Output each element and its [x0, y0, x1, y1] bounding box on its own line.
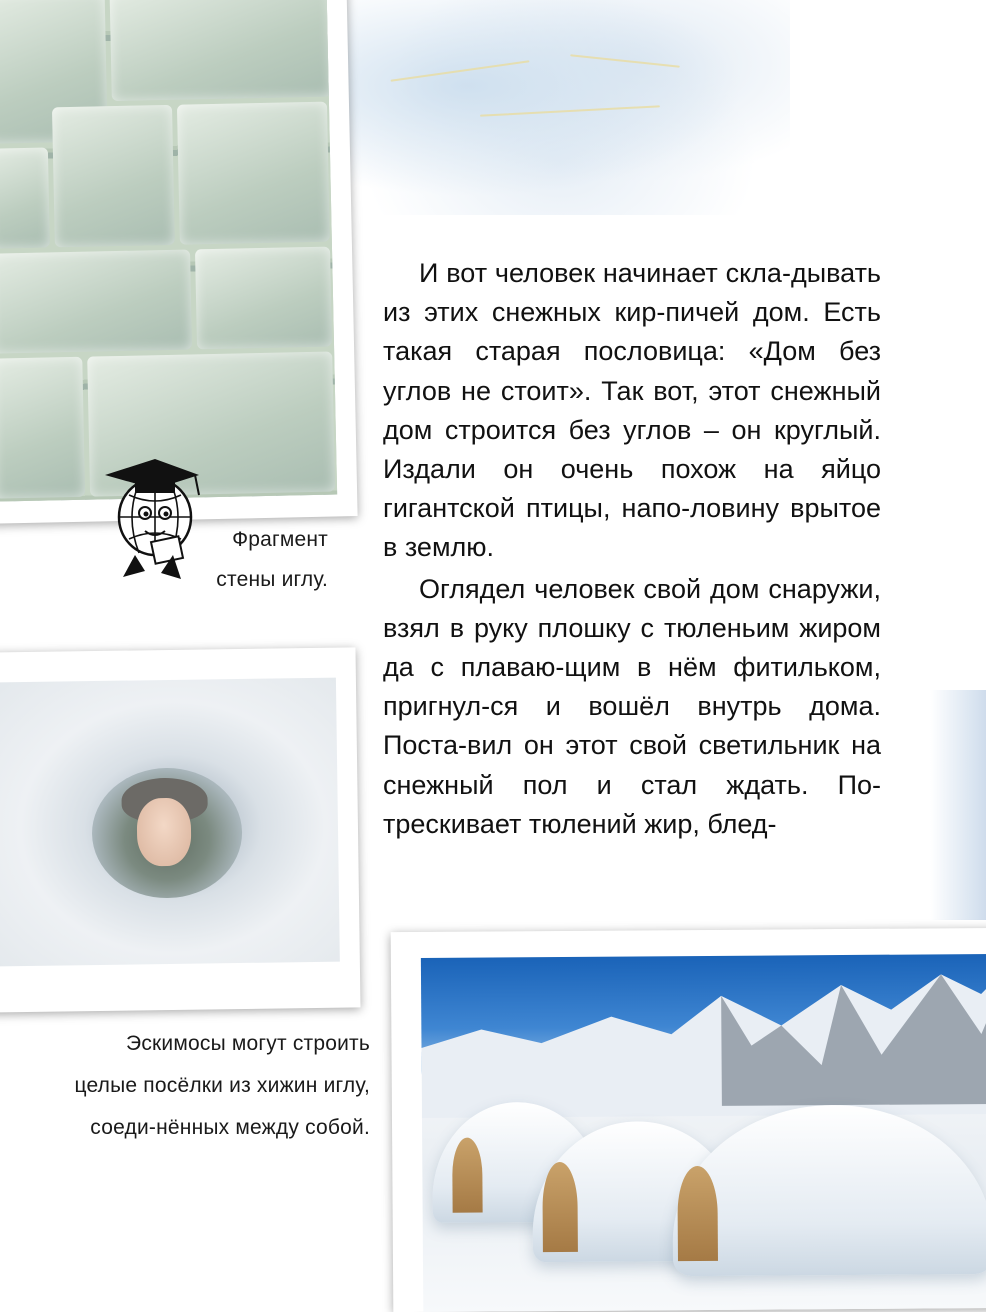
watercolor-decoration [330, 0, 790, 215]
caption-wall-fragment: Фрагмент стены иглу. [216, 528, 328, 591]
body-text [383, 254, 881, 844]
paragraph-1: И вот человек начинает скла-дывать из этих снежных кир-пичей дом. Есть такая старая пословица: «Дом без углов не стоит». Так вот, этот снежный дом строится без углов – он круглый. Издали он очень похож на яйцо гигантской птицы, напо-ловину врытое в землю. [383, 258, 881, 563]
photo-frame-igloo-village [391, 928, 986, 1312]
photo-frame-boy-in-igloo [0, 647, 360, 1012]
globe-mascot-icon [95, 455, 205, 585]
paragraph-2: Оглядел человек свой дом снаружи, взял в руку плошку с тюленьим жиром да с плаваю-щим в нём фитильком, пригнул-ся и вошёл внутрь дома. Поста-вил он этот свой светильник на снежный пол и стал ждать. По-трескивает тюлений жир, блед- [383, 573, 881, 839]
caption-igloo-villages: Эскимосы могут строить целые посёлки из хижин иглу, соеди-нённых между собой. [74, 1032, 370, 1139]
ice-wall-photo [0, 0, 337, 502]
side-watercolor-decoration [930, 690, 986, 920]
igloo-village-photo [421, 954, 986, 1312]
photo-frame-ice-wall [0, 0, 358, 524]
boy-in-igloo-photo [0, 678, 340, 967]
